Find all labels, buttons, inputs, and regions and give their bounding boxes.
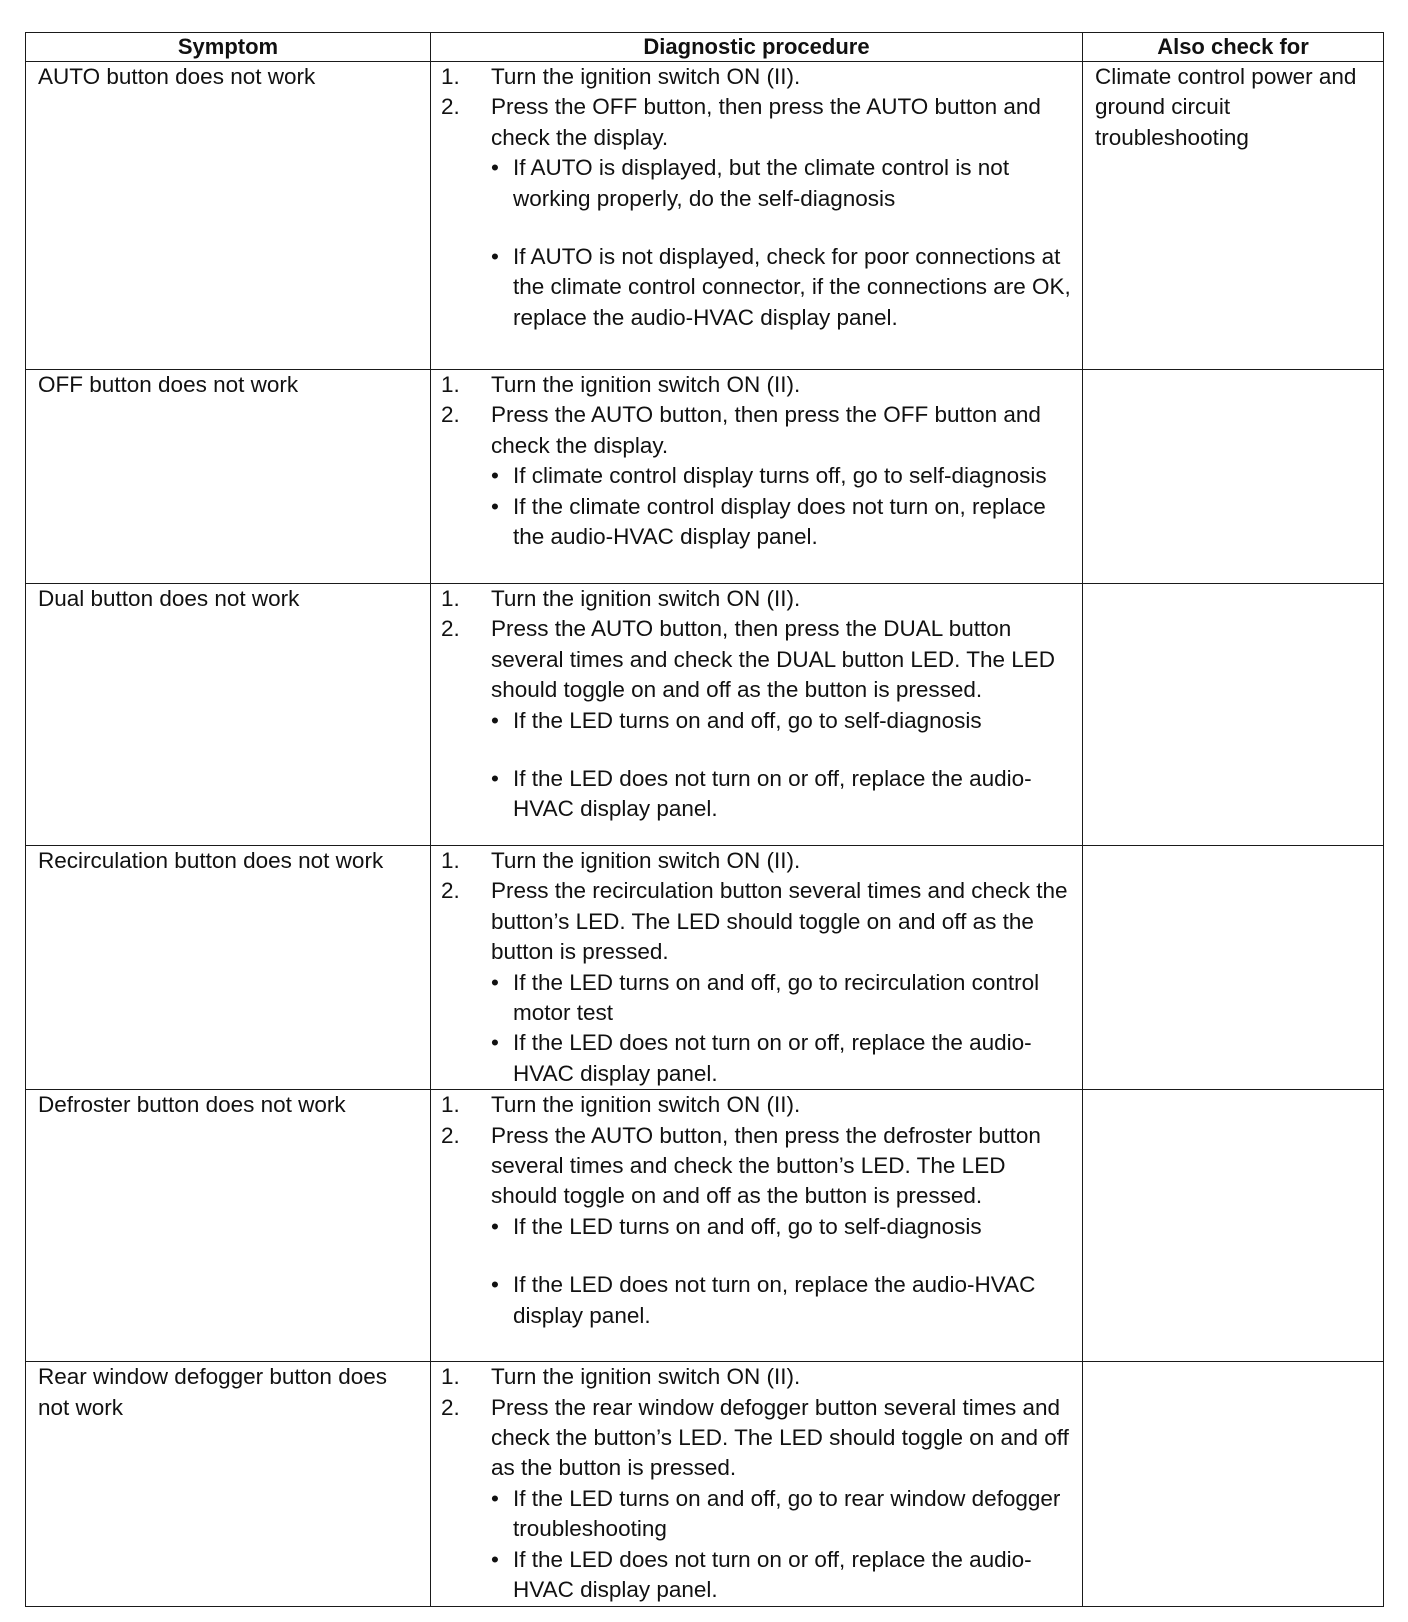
- procedure-step: [441, 370, 1076, 400]
- procedure-step: [441, 614, 1076, 705]
- step-number: 1.: [441, 64, 460, 89]
- also-check-cell: [1083, 846, 1384, 1090]
- bullet-text: If the LED turns on and off, go to rear window defogger troubleshooting: [513, 1485, 1061, 1542]
- table-row: [26, 370, 1384, 584]
- table-row: [26, 62, 1384, 370]
- bullet-text: If climate control display turns off, go to self-diagnosis: [513, 463, 1047, 489]
- step-text: Press the AUTO button, then press the defroster button several times and check the button’s LED. The LED should toggle on and off as the button is pressed.: [491, 1122, 1041, 1209]
- bullet-text: If the LED does not turn on, replace the audio-HVAC display panel.: [513, 1272, 1036, 1328]
- step-text: Turn the ignition switch ON (II).: [491, 1364, 801, 1390]
- step-text: Turn the ignition switch ON (II).: [491, 372, 801, 397]
- procedure-bullet: [491, 706, 1076, 736]
- step-number: 1.: [441, 586, 460, 611]
- step-number: 2.: [441, 402, 460, 428]
- symptom-cell: Rear window defogger button does not work: [26, 1362, 431, 1606]
- table-row: [26, 846, 1384, 1090]
- symptom-cell: Defroster button does not work: [26, 1090, 431, 1362]
- header-also-check: Also check for: [1083, 33, 1384, 62]
- symptom-cell: OFF button does not work: [26, 370, 431, 584]
- bullet-text: If the LED turns on and off, go to recirculation control motor test: [513, 969, 1040, 1026]
- procedure-bullet: [491, 1484, 1076, 1545]
- procedure-cell: [431, 370, 1083, 584]
- bullet-mark: •: [491, 1213, 499, 1239]
- bullet-mark: •: [491, 969, 499, 995]
- procedure-step: [441, 846, 1076, 876]
- bullet-mark: •: [491, 766, 499, 792]
- bullet-text: If the LED does not turn on or off, replace the audio-HVAC display panel.: [513, 1546, 1032, 1603]
- procedure-cell: [431, 846, 1083, 1090]
- procedure-bullet: [491, 1028, 1076, 1089]
- bullet-text: If AUTO is displayed, but the climate control is not working properly, do the self-diagnosis: [513, 155, 1010, 211]
- procedure-step: [441, 1090, 1076, 1120]
- also-check-cell: [1083, 370, 1384, 584]
- step-text: Press the OFF button, then press the AUTO button and check the display.: [491, 94, 1041, 150]
- header-row: [26, 33, 1384, 62]
- procedure-cell: [431, 62, 1083, 370]
- bullet-mark: •: [491, 155, 499, 181]
- procedure-step: [441, 62, 1076, 92]
- procedure-bullet: [491, 764, 1076, 825]
- procedure-bullet: [491, 153, 1076, 214]
- symptom-cell: Recirculation button does not work: [26, 846, 431, 1090]
- step-number: 2.: [441, 878, 460, 904]
- step-text: Turn the ignition switch ON (II).: [491, 848, 801, 873]
- procedure-bullet: [491, 242, 1076, 333]
- procedure-cell: [431, 1362, 1083, 1606]
- step-number: 1.: [441, 1364, 460, 1390]
- table-row: [26, 1362, 1384, 1606]
- bullet-mark: •: [491, 1030, 499, 1056]
- procedure-cell: [431, 584, 1083, 846]
- also-check-cell: [1083, 1362, 1384, 1606]
- bullet-mark: •: [491, 463, 499, 489]
- procedure-step: [441, 92, 1076, 153]
- procedure-bullet: [491, 1212, 1076, 1242]
- table-row: [26, 584, 1384, 846]
- step-number: 2.: [441, 1122, 460, 1148]
- step-text: Turn the ignition switch ON (II).: [491, 64, 801, 89]
- bullet-mark: •: [491, 493, 499, 519]
- troubleshooting-document: [25, 32, 1383, 1607]
- step-text: Turn the ignition switch ON (II).: [491, 586, 801, 611]
- bullet-text: If the LED turns on and off, go to self-diagnosis: [513, 707, 982, 733]
- header-procedure: Diagnostic procedure: [431, 33, 1083, 62]
- step-text: Turn the ignition switch ON (II).: [491, 1092, 801, 1118]
- header-symptom: Symptom: [26, 33, 431, 62]
- symptom-cell: Dual button does not work: [26, 584, 431, 846]
- step-number: 2.: [441, 616, 460, 642]
- step-text: Press the AUTO button, then press the OFF button and check the display.: [491, 402, 1041, 458]
- bullet-text: If the LED turns on and off, go to self-diagnosis: [513, 1213, 982, 1239]
- step-number: 1.: [441, 1092, 460, 1118]
- step-text: Press the rear window defogger button several times and check the button’s LED. The LED should toggle on and off as the button is pressed.: [491, 1394, 1069, 1481]
- procedure-bullet: [491, 492, 1076, 553]
- step-number: 1.: [441, 372, 460, 397]
- procedure-step: [441, 1362, 1076, 1392]
- bullet-text: If the climate control display does not turn on, replace the audio-HVAC display panel.: [513, 493, 1046, 550]
- bullet-mark: •: [491, 1272, 499, 1298]
- procedure-bullet: [491, 461, 1076, 491]
- procedure-step: [441, 584, 1076, 614]
- bullet-text: If AUTO is not displayed, check for poor connections at the climate control connector, if the connections are OK, replace the audio-HVAC display panel.: [513, 244, 1071, 330]
- table-row: [26, 1090, 1384, 1362]
- step-number: 2.: [441, 1394, 460, 1420]
- also-check-cell: [1083, 1090, 1384, 1362]
- troubleshooting-table: [25, 32, 1384, 1607]
- procedure-bullet: [491, 1545, 1076, 1606]
- bullet-text: If the LED does not turn on or off, replace the audio-HVAC display panel.: [513, 766, 1032, 822]
- procedure-step: [441, 400, 1076, 461]
- also-check-cell: Climate control power and ground circuit troubleshooting: [1083, 62, 1384, 370]
- step-text: Press the AUTO button, then press the DUAL button several times and check the DUAL button LED. The LED should toggle on and off as the button is pressed.: [491, 616, 1056, 703]
- step-number: 2.: [441, 94, 460, 120]
- also-check-cell: [1083, 584, 1384, 846]
- bullet-mark: •: [491, 244, 499, 270]
- step-text: Press the recirculation button several times and check the button’s LED. The LED should toggle on and off as the button is pressed.: [491, 878, 1068, 965]
- procedure-step: [441, 1121, 1076, 1212]
- procedure-bullet: [491, 1270, 1076, 1331]
- bullet-text: If the LED does not turn on or off, replace the audio-HVAC display panel.: [513, 1030, 1032, 1086]
- procedure-cell: [431, 1090, 1083, 1362]
- step-number: 1.: [441, 848, 460, 873]
- procedure-step: [441, 876, 1076, 967]
- symptom-cell: AUTO button does not work: [26, 62, 431, 370]
- bullet-mark: •: [491, 1546, 499, 1572]
- procedure-bullet: [491, 968, 1076, 1029]
- procedure-step: [441, 1393, 1076, 1484]
- bullet-mark: •: [491, 707, 499, 733]
- bullet-mark: •: [491, 1485, 499, 1511]
